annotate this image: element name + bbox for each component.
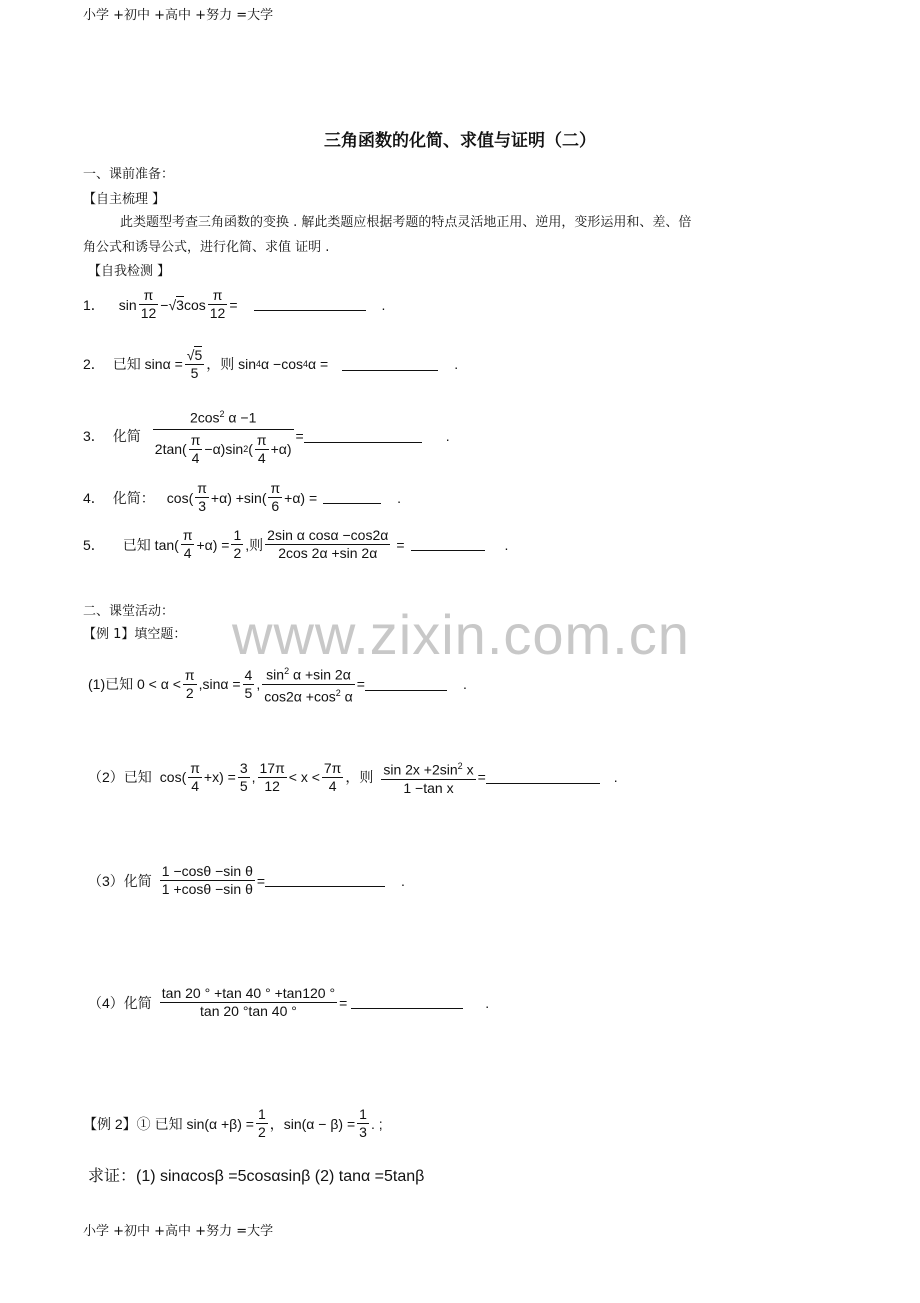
problem-2-frac: [185, 346, 204, 382]
example-1-q3: [88, 863, 405, 898]
problem-3-blank[interactable]: [304, 430, 422, 443]
problem-2-frac-den: 5: [190, 365, 199, 381]
problem-1-sqrt-sign: √: [168, 296, 177, 313]
q3-frac: $\frac{\text{1 −cosθ −sin θ}}{\text{1 +cosθ −sin θ}}$: [161, 863, 253, 897]
q2-frac-c: $\frac{17\pi}{12}$: [259, 759, 285, 794]
problem-2-frac-num: √5: [186, 347, 203, 363]
example-1-q1: (1)已知 0 < α < $\frac{\pi}{2}$ ,sinα = $\frac{4}{5}$ , $\frac{\sin^2 \alpha +\sin 2\alpha}{\cos 2\alpha +\cos^2 \alpha}$ = .: [88, 663, 467, 705]
q3-blank[interactable]: [265, 874, 385, 887]
problem-4-frac-a: $\frac{\pi}{3}$: [197, 480, 207, 514]
problem-5-frac-main: $\frac{\text{2sin α cosα −cos2α}}{2\cos 2\alpha +\sin 2\alpha}$: [267, 527, 389, 561]
q3-label: （3）化简: [88, 872, 152, 889]
q2-frac-b: $\frac{3}{5}$: [239, 759, 248, 794]
problem-5-blank[interactable]: [411, 538, 485, 551]
problem-1-eq: =: [229, 296, 238, 313]
q1-eq: =: [356, 676, 365, 693]
problem-4-dot: .: [397, 489, 402, 506]
q4-blank[interactable]: [351, 996, 463, 1009]
q3-eq: =: [256, 872, 266, 889]
q2-dot: .: [613, 769, 618, 786]
q2-cos: cos(: [159, 769, 187, 786]
problem-2-blank[interactable]: [342, 358, 438, 371]
q2-mid: +x) =: [203, 769, 236, 786]
problem-1-blank[interactable]: [254, 298, 366, 311]
example-2-prove: 求证：(1) sinαcosβ =5cosαsinβ (2) tanα =5tanβ: [88, 1168, 425, 1185]
problem-4-end: +α) =: [284, 489, 318, 506]
page-footer: 小学 +初中 +高中 +努力 =大学: [83, 1224, 274, 1239]
example-2-mid: ，sin(α − β) =: [269, 1115, 356, 1132]
section1-para-line1: 此类题型考查三角函数的变换 . 解此类题应根据考题的特点灵活地正用、逆用，变形运用和、差、倍: [120, 215, 692, 230]
problem-1-cos: cos: [183, 296, 206, 313]
problem-2-exp1: 4: [256, 359, 262, 369]
problem-3-eq: =: [295, 428, 304, 445]
q2-lt: < x <: [288, 769, 320, 786]
problem-2-dot: .: [454, 356, 459, 372]
q4-label: （4）化简: [88, 994, 152, 1011]
problem-1-frac-a-num: π: [139, 287, 159, 305]
problem-4-frac-b: $\frac{\pi}{6}$: [270, 480, 281, 514]
problem-5-given: 已知 tan(: [122, 536, 179, 553]
problem-3-frac-den: 2tan( $\frac{\pi}{4}$ −α)sin 2 ( $\frac{\pi}{4}$ +α): [154, 431, 292, 466]
section1-para-line2: 角公式和诱导公式，进行化简、求值 证明 .: [83, 240, 330, 255]
page-title: 三角函数的化简、求值与证明（二）: [324, 131, 596, 151]
watermark: www.zixin.com.cn: [232, 603, 690, 666]
problem-2-mid: α −cos: [261, 356, 303, 372]
problem-5-number: 5．: [83, 536, 105, 553]
problem-1-frac-b: [208, 287, 228, 322]
q1-frac-b: $\frac{4}{5}$: [244, 666, 253, 701]
problem-4-label: 化简：: [112, 489, 155, 506]
problem-4-number: 4．: [83, 489, 105, 506]
q2-blank[interactable]: [486, 771, 600, 784]
section1-sub1: 【自主梳理 】: [83, 192, 166, 207]
problem-1-dot: .: [381, 296, 386, 313]
problem-3-label: 化简: [112, 428, 141, 445]
problem-1: [83, 287, 385, 322]
problem-4-blank[interactable]: [323, 491, 381, 504]
problem-5-mid: +α) =: [196, 536, 230, 553]
q1-label: (1)已知 0 < α <: [88, 676, 181, 693]
problem-4-cos: cos(: [166, 489, 194, 506]
problem-1-frac-b-den: 12: [209, 305, 226, 321]
problem-4-mid: +α) +sin(: [210, 489, 267, 506]
problem-5-dot: .: [504, 536, 509, 553]
problem-3-number: 3．: [83, 428, 105, 445]
section1-sub2: 【自我检测 】: [88, 264, 171, 279]
problem-4: [83, 480, 401, 515]
section2-heading: 二、课堂活动：: [83, 604, 175, 619]
problem-1-frac-a-den: 12: [140, 305, 157, 321]
example-2-text: 【例 2】① 已知 sin(α +β) =: [83, 1115, 254, 1132]
problem-2: [83, 346, 458, 382]
problem-1-number: 1．: [83, 296, 105, 313]
example-2-end: . ;: [370, 1115, 383, 1132]
q1-blank[interactable]: [365, 678, 447, 691]
q4-eq: =: [339, 994, 348, 1011]
q2-eq: =: [477, 769, 486, 786]
q3-dot: .: [401, 872, 405, 889]
q2-frac-d: $\frac{7\pi}{4}$: [323, 759, 342, 794]
example-1-q2: （2）已知 cos( $\frac{\pi}{4}$ +x) = $\frac{3}{5}$ , $\frac{17\pi}{12}$ < x < $\frac{7\pi}{4}$ ，则 $\frac{\sin 2x +2\sin^2 x}{\text{1 −tan x}}$ = .: [88, 759, 618, 796]
q4-frac: $\frac{\tan 20 ^\circ +\tan 40 ^\circ +\tan 120 ^\circ}{\tan 20 ^\circ\tan 40 ^\circ}$: [161, 985, 336, 1019]
problem-5-then: ,则: [245, 536, 264, 553]
q1-sin: ,sinα =: [198, 676, 241, 693]
problem-2-then: ，则 sin: [206, 356, 257, 372]
example-2: [83, 1106, 383, 1141]
problem-1-sin: sin: [118, 296, 137, 313]
problem-3-frac: [153, 406, 294, 467]
problem-1-frac-a: [139, 287, 159, 322]
problem-3: [83, 406, 450, 467]
q2-label: （2）已知: [88, 769, 152, 786]
problem-1-minus: −: [160, 296, 169, 313]
q2-frac-main: $\frac{\sin 2x +2\sin^2 x}{\text{1 −tan x}}$: [381, 758, 475, 797]
q2-frac-a: $\frac{\pi}{4}$: [190, 759, 200, 794]
problem-1-frac-b-num: π: [208, 287, 228, 305]
problem-2-number: 2．: [83, 356, 105, 372]
example-2-frac-a: $\frac{1}{2}$: [257, 1106, 266, 1140]
q4-dot: .: [485, 994, 490, 1011]
q2-then: ，则: [345, 769, 374, 786]
q1-frac-a: $\frac{\pi}{2}$: [184, 666, 195, 701]
example-1-heading: 【例 1】填空题：: [83, 627, 187, 642]
problem-2-end: α =: [308, 356, 329, 372]
q1-dot: .: [462, 676, 467, 693]
problem-5-frac-b: $\frac{1}{2}$: [233, 527, 242, 561]
problem-3-frac-num: $2\cos^2$ α −1: [153, 406, 294, 430]
section1-heading: 一、课前准备：: [83, 167, 175, 182]
problem-1-sqrt3: 3: [176, 297, 184, 313]
problem-2-given: 已知 sinα =: [112, 356, 183, 372]
page-header: 小学 +初中 +高中 +努力 =大学: [83, 8, 274, 23]
q1-frac-main: $\frac{\sin^2 \alpha +\sin 2\alpha}{\cos 2\alpha +\cos^2 \alpha}$: [262, 663, 355, 705]
problem-5: [83, 527, 508, 562]
problem-5-frac-a: $\frac{\pi}{4}$: [182, 527, 193, 561]
problem-3-dot: .: [445, 428, 450, 445]
example-2-frac-b: $\frac{1}{3}$: [359, 1106, 367, 1140]
problem-2-exp2: 4: [303, 359, 309, 369]
problem-5-eq: =: [396, 536, 405, 553]
example-1-q4: [88, 985, 489, 1020]
